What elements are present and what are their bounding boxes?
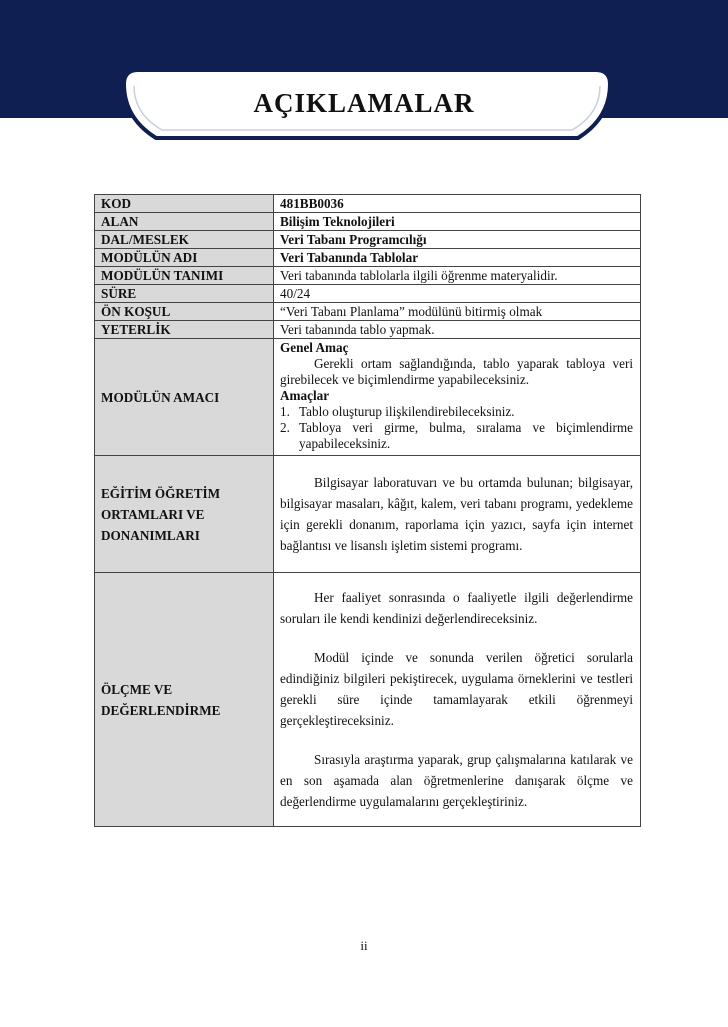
list-item-number: 2. (280, 420, 290, 435)
genel-amac-text: Gerekli ortam sağlandığında, tablo yaparak tabloya veri girebilecek ve biçimlendirme yapabileceksiniz. (280, 356, 633, 387)
table-row-kod (95, 195, 641, 213)
list-item (280, 420, 633, 452)
list-item-text: Tabloya veri girme, bulma, sıralama ve biçimlendirme yapabileceksiniz. (299, 420, 633, 451)
olcme-paragraph-3: Sırasıyla araştırma yaparak, grup çalışmalarına katılarak ve en son aşamada alan öğretmenlerine danışarak ölçme ve değerlendirme uygulamalarını gerçekleştiriniz. (280, 752, 633, 809)
list-item-number: 1. (280, 404, 290, 419)
table-row-egitim (95, 456, 641, 573)
label-egitim (95, 456, 274, 573)
table-row-olcme (95, 573, 641, 827)
olcme-paragraph-1: Her faaliyet sonrasında o faaliyetle ilgili değerlendirme soruları ile kendi kendinizi değerlendireceksiniz. (280, 590, 633, 626)
value-modul-adi: Veri Tabanında Tablolar (274, 249, 641, 267)
label-olcme-line-2: DEĞERLENDİRME (101, 703, 221, 718)
value-modul-amaci (274, 339, 641, 456)
label-on-kosul: ÖN KOŞUL (95, 303, 274, 321)
amaclar-heading: Amaçlar (280, 388, 330, 403)
table-row-sure (95, 285, 641, 303)
label-modul-amaci: MODÜLÜN AMACI (95, 339, 274, 456)
list-item-text: Tablo oluşturup ilişkilendirebileceksiniz. (299, 404, 515, 419)
label-olcme-line-1: ÖLÇME VE (101, 682, 173, 697)
table-row-modul-tanimi (95, 267, 641, 285)
egitim-text: Bilgisayar laboratuvarı ve bu ortamda bulunan; bilgisayar, bilgisayar masaları, kâğıt, kalem, veri tabanı programı, yedekleme için gerekli donanım, raporlama için yazıcı, sayfa için internet bağlantısı ve lisanslı işletim sistemi programı. (280, 475, 633, 553)
module-info-table (94, 194, 641, 827)
label-kod: KOD (95, 195, 274, 213)
olcme-paragraph-2: Modül içinde ve sonunda verilen öğretici sorularla edindiğiniz bilgileri pekiştirecek, uygulama örneklerini ve testleri gerekli süre içinde tamamlayarak etkili öğrenmeyi gerçekleştireceksiniz. (280, 650, 633, 728)
table-row-yeterlik (95, 321, 641, 339)
label-egitim-line-2: ORTAMLARI VE (101, 507, 205, 522)
label-dal: DAL/MESLEK (95, 231, 274, 249)
value-modul-tanimi: Veri tabanında tablolarla ilgili öğrenme materyalidir. (274, 267, 641, 285)
value-egitim (274, 456, 641, 573)
header-banner (0, 0, 728, 150)
table-row-modul-amaci (95, 339, 641, 456)
page-title: AÇIKLAMALAR (253, 88, 475, 118)
table-row-dal (95, 231, 641, 249)
value-alan: Bilişim Teknolojileri (274, 213, 641, 231)
list-item (280, 404, 633, 420)
value-olcme (274, 573, 641, 827)
label-modul-adi: MODÜLÜN ADI (95, 249, 274, 267)
page-number: ii (360, 938, 368, 953)
label-egitim-line-3: DONANIMLARI (101, 528, 200, 543)
header-banner-graphic (0, 0, 728, 150)
value-kod: 481BB0036 (274, 195, 641, 213)
value-yeterlik: Veri tabanında tablo yapmak. (274, 321, 641, 339)
label-yeterlik: YETERLİK (95, 321, 274, 339)
table-row-on-kosul (95, 303, 641, 321)
label-egitim-line-1: EĞİTİM ÖĞRETİM (101, 486, 221, 501)
table-row-modul-adi (95, 249, 641, 267)
label-alan: ALAN (95, 213, 274, 231)
value-on-kosul: “Veri Tabanı Planlama” modülünü bitirmiş olmak (274, 303, 641, 321)
value-sure: 40/24 (274, 285, 641, 303)
table-row-alan (95, 213, 641, 231)
label-sure: SÜRE (95, 285, 274, 303)
label-modul-tanimi: MODÜLÜN TANIMI (95, 267, 274, 285)
genel-amac-heading: Genel Amaç (280, 340, 349, 355)
value-dal: Veri Tabanı Programcılığı (274, 231, 641, 249)
label-olcme (95, 573, 274, 827)
